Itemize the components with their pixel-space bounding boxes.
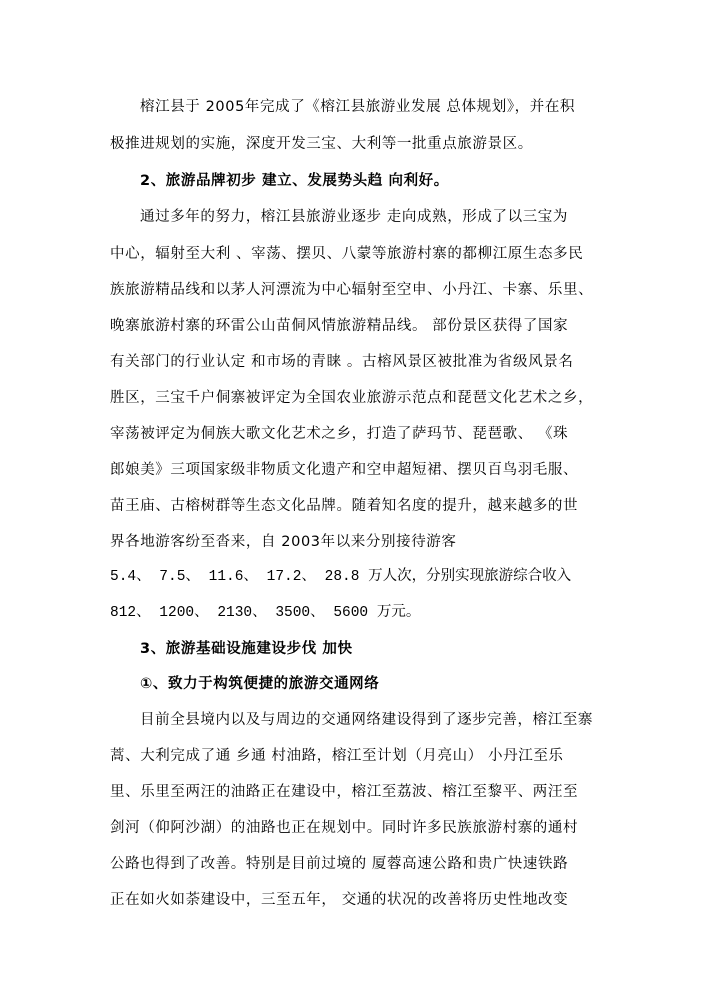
paragraph-line: 晚寨旅游村寨的环雷公山苗侗风情旅游精品线。 部份景区获得了国家 [110,318,569,334]
paragraph-line: 宰荡被评定为侗族大歌文化艺术之乡，打造了萨玛节、琵琶歌、 《珠 [110,426,569,442]
paragraph-line: 族旅游精品线和以茅人河漂流为中心辐射至空申、小丹江、卡寨、乐里、 [110,282,594,298]
paragraph-line: 有关部门的行业认定 和市场的青睐 。古榕风景区被批准为省级风景名 [110,354,574,370]
paragraph-line: 榕江县于 2005年完成了《榕江县旅游业发展 总体规划》，并在积 [140,99,576,115]
paragraph-line: 公路也得到了改善。特别是目前过境的 厦蓉高速公路和贵广快速铁路 [110,856,569,872]
paragraph-line: 蒿、大利完成了通 乡通 村油路，榕江至计划（月亮山） 小丹江至乐 [110,748,564,764]
paragraph-line: 胜区，三宝千户侗寨被评定为全国农业旅游示范点和琵琶文化艺术之乡， [110,390,594,406]
paragraph-line: 极推进规划的实施，深度开发三宝、大利等一批重点旅游景区。 [110,136,533,152]
paragraph-line: 苗王庙、古榕树群等生态文化品牌。随着知名度的提升，越来越多的世 [110,498,579,514]
paragraph-line: 通过多年的努力，榕江县旅游业逐步 走向成熟，形成了以三宝为 [140,209,569,225]
paragraph-line: 812、 1200、 2130、 3500、 5600 万元。 [110,605,421,621]
paragraph-line: 界各地游客纷至沓来，自 2003年以来分别接待游客 [110,534,457,550]
paragraph-line: 5.4、 7.5、 11.6、 17.2、 28.8 万人次，分别实现旅游综合收入 [110,569,572,585]
paragraph-line: 目前全县境内以及与周边的交通网络建设得到了逐步完善，榕江至寨 [140,712,593,728]
paragraph-line: 正在如火如荼建设中，三至五年， 交通的状况的改善将历史性地改变 [110,892,569,908]
paragraph-line: 郎娘美》三项国家级非物质文化遗产和空申超短裙、摆贝百鸟羽毛服、 [110,462,579,478]
paragraph-line: 里、乐里至两汪的油路正在建设中，榕江至荔波、榕江至黎平、两汪至 [110,784,579,800]
section-heading: 3、旅游基础设施建设步伐 加快 [140,641,353,657]
paragraph-line: 中心，辐射至大利 、宰荡、摆贝、八蒙等旅游村寨的都柳江原生态多民 [110,246,584,262]
subsection-heading: ①、致力于构筑便捷的旅游交通网络 [140,676,380,692]
paragraph-line: 剑河（仰阿沙湖）的油路也正在规划中。同时许多民族旅游村寨的通村 [110,820,579,836]
section-heading: 2、旅游品牌初步 建立、发展势头趋 向利好。 [140,173,449,189]
